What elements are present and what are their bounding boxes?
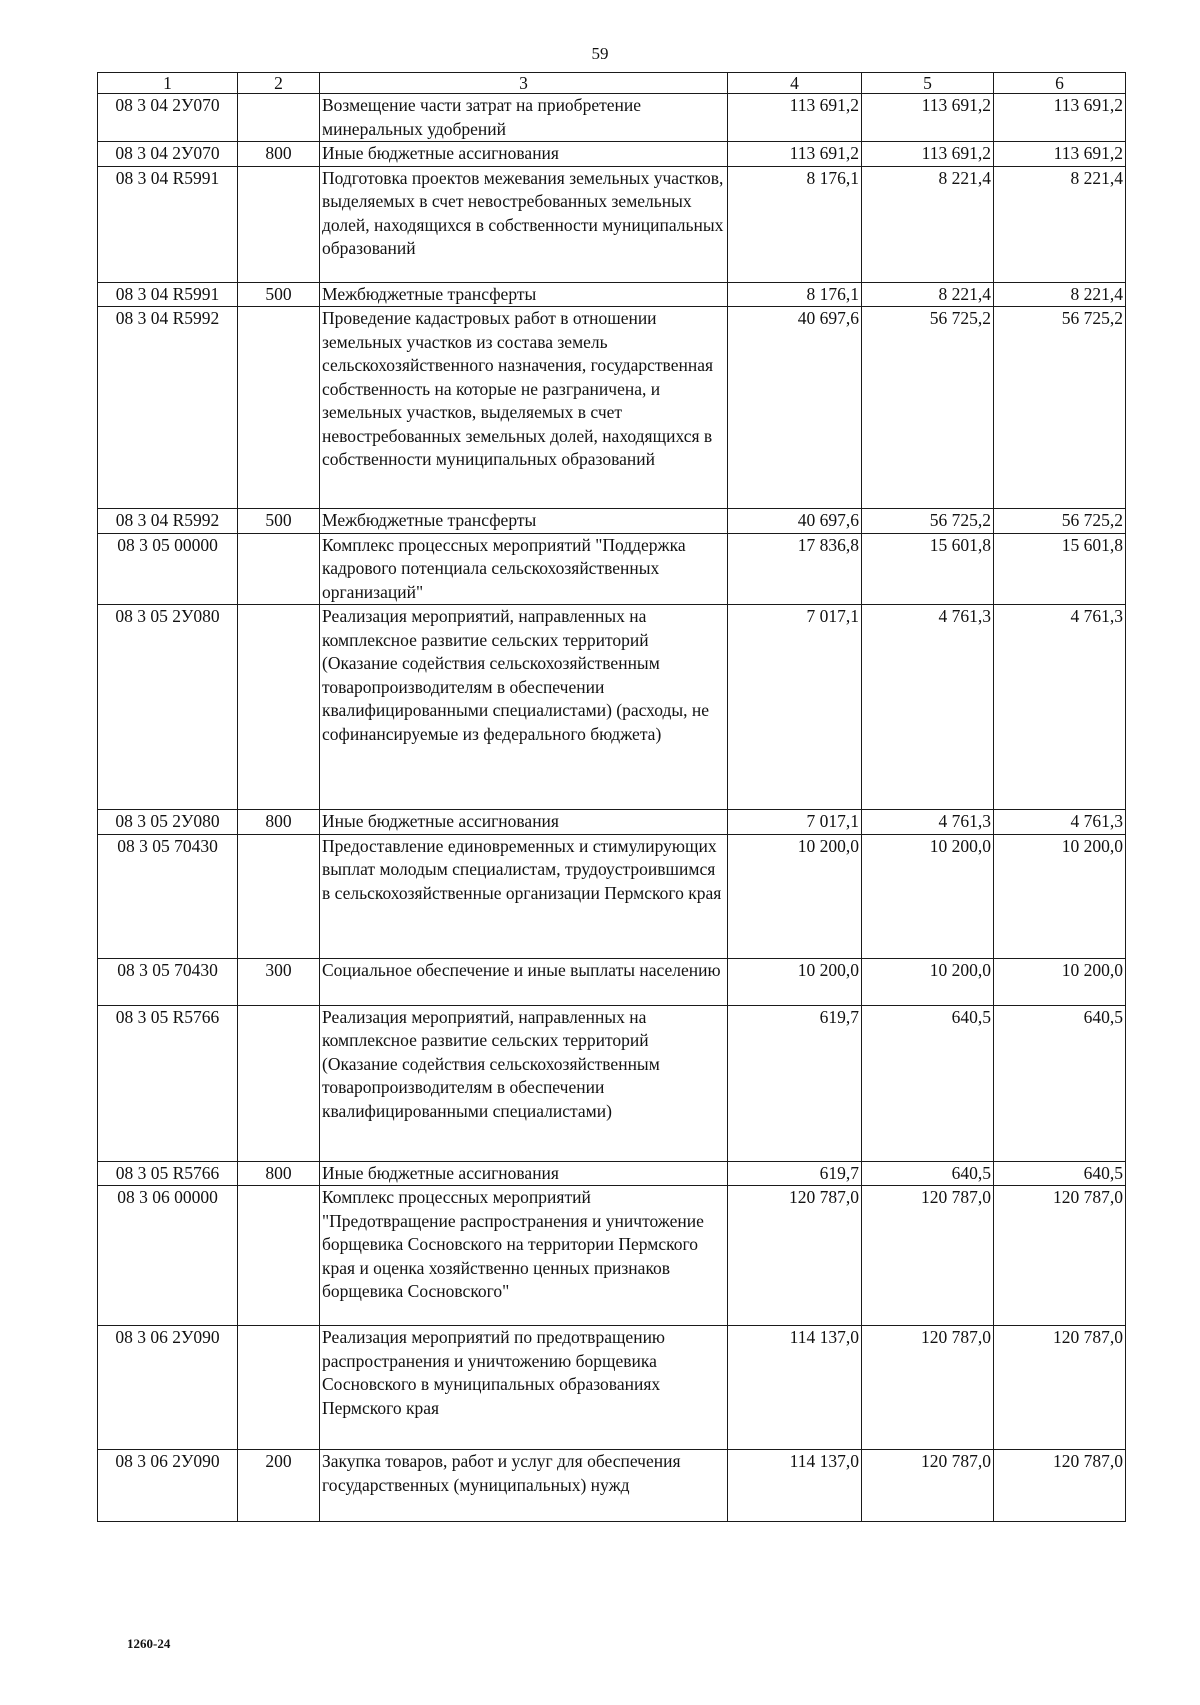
budget-classification-code: 08 3 05 00000 xyxy=(98,533,238,605)
amount-col-5: 113 691,2 xyxy=(862,94,994,142)
amount-col-6: 4 761,3 xyxy=(994,810,1126,835)
amount-col-4: 10 200,0 xyxy=(728,834,862,958)
amount-col-4: 113 691,2 xyxy=(728,94,862,142)
amount-col-5: 8 221,4 xyxy=(862,166,994,282)
amount-col-5: 10 200,0 xyxy=(862,958,994,1005)
budget-classification-code: 08 3 05 70430 xyxy=(98,958,238,1005)
footer-document-code: 1260-24 xyxy=(127,1636,171,1651)
column-header: 5 xyxy=(862,73,994,94)
table-row xyxy=(98,307,1126,509)
table-row xyxy=(98,142,1126,167)
amount-col-6: 113 691,2 xyxy=(994,94,1126,142)
amount-col-6: 8 221,4 xyxy=(994,166,1126,282)
amount-col-4: 619,7 xyxy=(728,1005,862,1161)
amount-col-4: 40 697,6 xyxy=(728,307,862,509)
expense-type-code xyxy=(238,605,320,810)
table-body xyxy=(98,94,1126,1522)
item-name: Реализация мероприятий, направленных на комплексное развитие сельских территорий (Оказание содействия сельскохозяйственным товаропроизводителям в обеспечении квалифицированными специалистами) (расходы, не софинансируемые из федерального бюджета) xyxy=(320,605,728,810)
amount-col-6: 15 601,8 xyxy=(994,533,1126,605)
amount-col-6: 8 221,4 xyxy=(994,282,1126,307)
expense-type-code: 500 xyxy=(238,509,320,534)
amount-col-5: 120 787,0 xyxy=(862,1326,994,1450)
expense-type-code: 800 xyxy=(238,1161,320,1186)
item-name: Подготовка проектов межевания земельных участков, выделяемых в счет невостребованных земельных долей, находящихся в собственности муниципальных образований xyxy=(320,166,728,282)
amount-col-5: 120 787,0 xyxy=(862,1450,994,1522)
item-name: Возмещение части затрат на приобретение минеральных удобрений xyxy=(320,94,728,142)
item-name: Иные бюджетные ассигнования xyxy=(320,810,728,835)
expense-type-code: 200 xyxy=(238,1450,320,1522)
budget-classification-code: 08 3 04 2У070 xyxy=(98,142,238,167)
item-name: Комплекс процессных мероприятий "Поддержка кадрового потенциала сельскохозяйственных организаций" xyxy=(320,533,728,605)
expense-type-code: 800 xyxy=(238,810,320,835)
budget-classification-code: 08 3 04 R5991 xyxy=(98,166,238,282)
amount-col-5: 640,5 xyxy=(862,1005,994,1161)
page-number: 59 xyxy=(591,44,609,63)
budget-classification-code: 08 3 04 R5992 xyxy=(98,307,238,509)
expense-type-code: 500 xyxy=(238,282,320,307)
item-name: Предоставление единовременных и стимулирующих выплат молодым специалистам, трудоустроившимся в сельскохозяйственные организации Пермского края xyxy=(320,834,728,958)
amount-col-5: 4 761,3 xyxy=(862,605,994,810)
table-row xyxy=(98,1326,1126,1450)
item-name: Межбюджетные трансферты xyxy=(320,282,728,307)
expense-type-code xyxy=(238,1186,320,1326)
expense-type-code xyxy=(238,166,320,282)
column-header: 6 xyxy=(994,73,1126,94)
budget-classification-code: 08 3 06 2У090 xyxy=(98,1450,238,1522)
amount-col-6: 56 725,2 xyxy=(994,509,1126,534)
column-header: 1 xyxy=(98,73,238,94)
amount-col-6: 10 200,0 xyxy=(994,958,1126,1005)
item-name: Реализация мероприятий, направленных на комплексное развитие сельских территорий (Оказание содействия сельскохозяйственным товаропроизводителям в обеспечении квалифицированными специалистами) xyxy=(320,1005,728,1161)
expense-type-code xyxy=(238,533,320,605)
amount-col-5: 113 691,2 xyxy=(862,142,994,167)
table-row xyxy=(98,282,1126,307)
amount-col-4: 7 017,1 xyxy=(728,605,862,810)
item-name: Иные бюджетные ассигнования xyxy=(320,142,728,167)
budget-classification-code: 08 3 05 R5766 xyxy=(98,1005,238,1161)
item-name: Реализация мероприятий по предотвращению распространения и уничтожению борщевика Сосновского в муниципальных образованиях Пермского края xyxy=(320,1326,728,1450)
expense-type-code: 300 xyxy=(238,958,320,1005)
table-row xyxy=(98,810,1126,835)
amount-col-4: 619,7 xyxy=(728,1161,862,1186)
item-name: Социальное обеспечение и иные выплаты населению xyxy=(320,958,728,1005)
amount-col-5: 8 221,4 xyxy=(862,282,994,307)
budget-classification-code: 08 3 04 R5991 xyxy=(98,282,238,307)
budget-classification-code: 08 3 06 2У090 xyxy=(98,1326,238,1450)
table-row xyxy=(98,1450,1126,1522)
amount-col-4: 17 836,8 xyxy=(728,533,862,605)
table-row xyxy=(98,1186,1126,1326)
amount-col-5: 640,5 xyxy=(862,1161,994,1186)
table-row xyxy=(98,834,1126,958)
expense-type-code: 800 xyxy=(238,142,320,167)
table-row xyxy=(98,94,1126,142)
expense-type-code xyxy=(238,307,320,509)
item-name: Закупка товаров, работ и услуг для обеспечения государственных (муниципальных) нужд xyxy=(320,1450,728,1522)
table-row xyxy=(98,533,1126,605)
table-row xyxy=(98,605,1126,810)
budget-classification-code: 08 3 05 70430 xyxy=(98,834,238,958)
amount-col-4: 8 176,1 xyxy=(728,282,862,307)
amount-col-6: 640,5 xyxy=(994,1161,1126,1186)
amount-col-5: 15 601,8 xyxy=(862,533,994,605)
column-header: 4 xyxy=(728,73,862,94)
amount-col-6: 4 761,3 xyxy=(994,605,1126,810)
column-header: 2 xyxy=(238,73,320,94)
expense-type-code xyxy=(238,1005,320,1161)
amount-col-4: 10 200,0 xyxy=(728,958,862,1005)
budget-classification-code: 08 3 05 2У080 xyxy=(98,605,238,810)
item-name: Иные бюджетные ассигнования xyxy=(320,1161,728,1186)
amount-col-5: 56 725,2 xyxy=(862,509,994,534)
amount-col-4: 120 787,0 xyxy=(728,1186,862,1326)
item-name: Проведение кадастровых работ в отношении земельных участков из состава земель сельскохозяйственного назначения, государственная собственность на которые не разграничена, и земельных участков, выделяемых в счет невостребованных земельных долей, находящихся в собственности муниципальных образований xyxy=(320,307,728,509)
table-header-row xyxy=(98,73,1126,94)
table-row xyxy=(98,1005,1126,1161)
item-name: Комплекс процессных мероприятий "Предотвращение распространения и уничтожение борщевика Сосновского на территории Пермского края и оценка хозяйственно ценных признаков борщевика Сосновского" xyxy=(320,1186,728,1326)
budget-classification-code: 08 3 05 2У080 xyxy=(98,810,238,835)
amount-col-6: 120 787,0 xyxy=(994,1450,1126,1522)
table-row xyxy=(98,1161,1126,1186)
amount-col-4: 7 017,1 xyxy=(728,810,862,835)
item-name: Межбюджетные трансферты xyxy=(320,509,728,534)
expense-type-code xyxy=(238,1326,320,1450)
amount-col-6: 120 787,0 xyxy=(994,1186,1126,1326)
expense-type-code xyxy=(238,94,320,142)
amount-col-4: 114 137,0 xyxy=(728,1326,862,1450)
amount-col-4: 114 137,0 xyxy=(728,1450,862,1522)
amount-col-6: 113 691,2 xyxy=(994,142,1126,167)
amount-col-6: 56 725,2 xyxy=(994,307,1126,509)
budget-classification-code: 08 3 04 2У070 xyxy=(98,94,238,142)
amount-col-6: 120 787,0 xyxy=(994,1326,1126,1450)
budget-classification-code: 08 3 06 00000 xyxy=(98,1186,238,1326)
amount-col-4: 40 697,6 xyxy=(728,509,862,534)
budget-classification-code: 08 3 04 R5992 xyxy=(98,509,238,534)
amount-col-5: 56 725,2 xyxy=(862,307,994,509)
budget-classification-code: 08 3 05 R5766 xyxy=(98,1161,238,1186)
amount-col-4: 113 691,2 xyxy=(728,142,862,167)
table-row xyxy=(98,958,1126,1005)
amount-col-5: 120 787,0 xyxy=(862,1186,994,1326)
table-row xyxy=(98,509,1126,534)
amount-col-6: 640,5 xyxy=(994,1005,1126,1161)
table-row xyxy=(98,166,1126,282)
column-header: 3 xyxy=(320,73,728,94)
amount-col-5: 4 761,3 xyxy=(862,810,994,835)
amount-col-5: 10 200,0 xyxy=(862,834,994,958)
budget-table xyxy=(97,72,1126,1522)
amount-col-6: 10 200,0 xyxy=(994,834,1126,958)
expense-type-code xyxy=(238,834,320,958)
amount-col-4: 8 176,1 xyxy=(728,166,862,282)
